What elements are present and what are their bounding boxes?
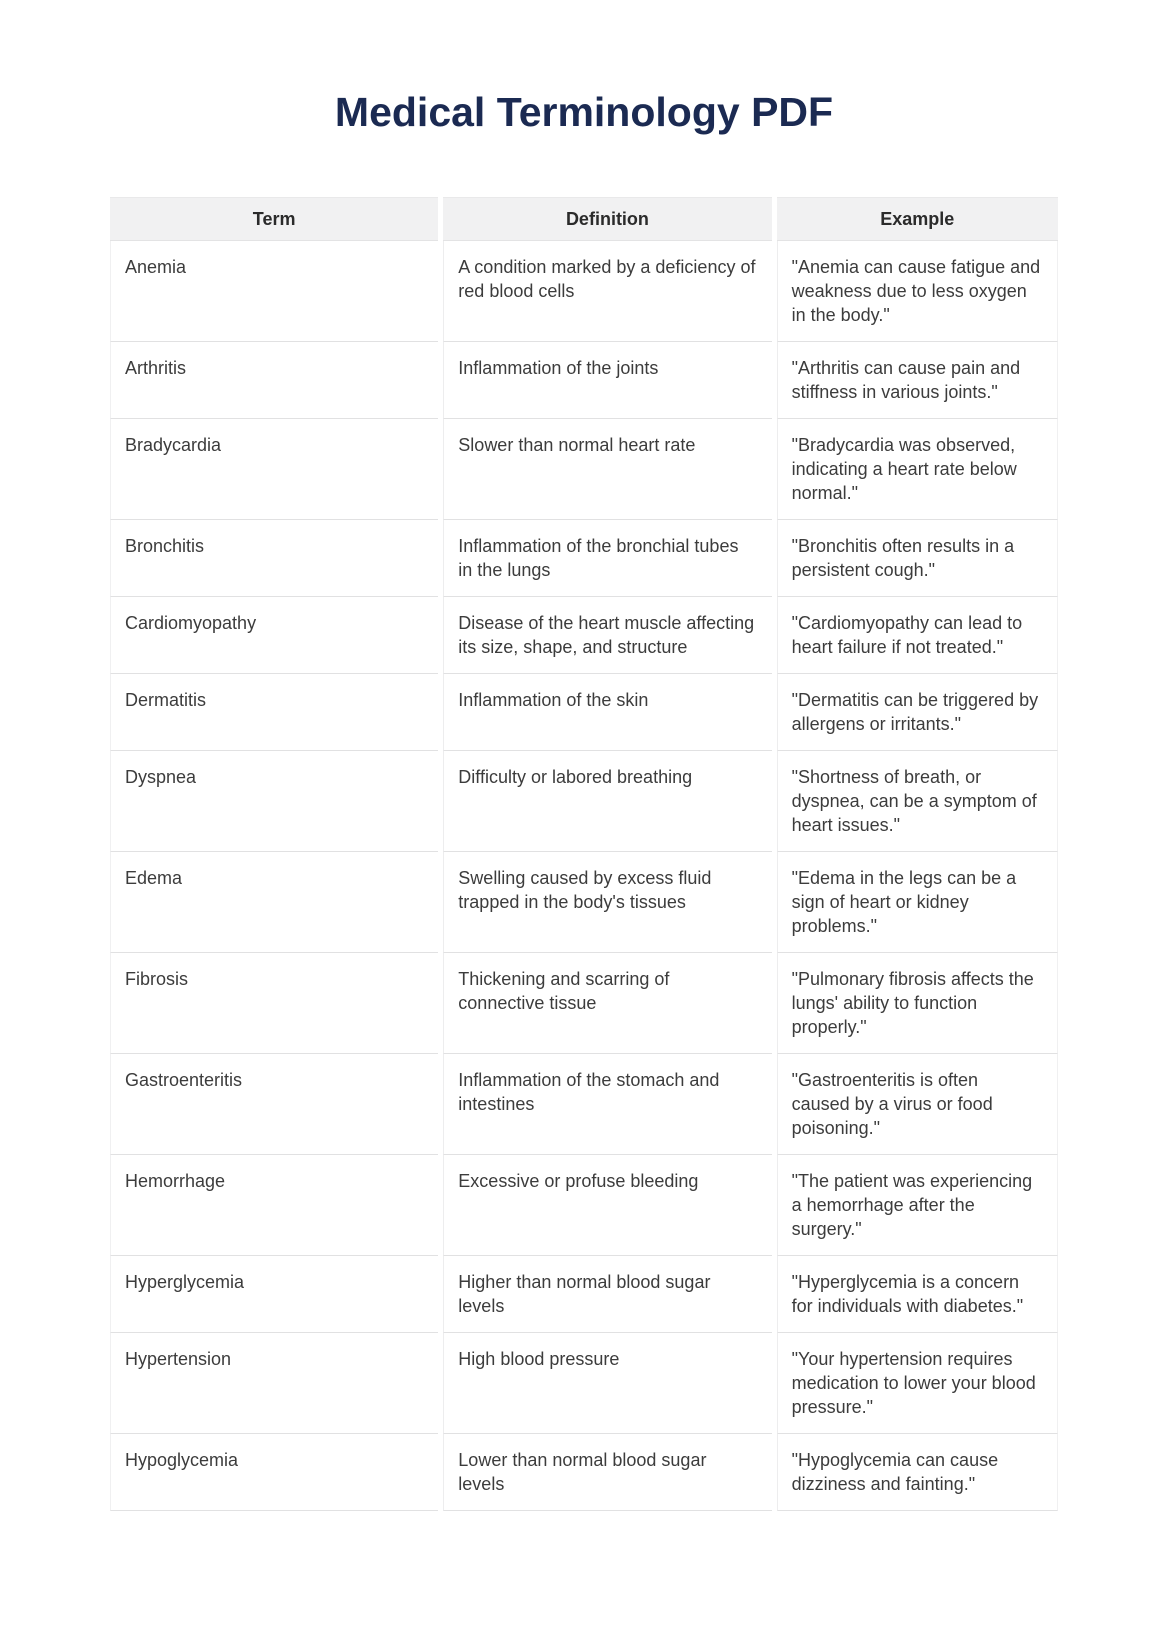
column-header-definition: Definition [443,197,771,241]
table-row [110,1256,1058,1333]
definition-cell: High blood pressure [443,1333,771,1434]
term-cell: Hypertension [110,1333,438,1434]
table-row [110,342,1058,419]
table-row [110,520,1058,597]
table-row [110,1155,1058,1256]
terminology-table [105,197,1063,1511]
table-row [110,852,1058,953]
example-cell: "Gastroenteritis is often caused by a virus or food poisoning." [777,1054,1058,1155]
table-header [110,197,1058,241]
example-cell: "Hyperglycemia is a concern for individuals with diabetes." [777,1256,1058,1333]
definition-cell: Inflammation of the joints [443,342,771,419]
example-cell: "The patient was experiencing a hemorrhage after the surgery." [777,1155,1058,1256]
definition-cell: Inflammation of the bronchial tubes in the lungs [443,520,771,597]
term-cell: Anemia [110,241,438,342]
table-body [110,241,1058,1511]
column-header-term: Term [110,197,438,241]
definition-cell: Inflammation of the skin [443,674,771,751]
document-content [105,88,1063,1511]
example-cell: "Anemia can cause fatigue and weakness due to less oxygen in the body." [777,241,1058,342]
table-row [110,1333,1058,1434]
term-cell: Dermatitis [110,674,438,751]
example-cell: "Bronchitis often results in a persistent cough." [777,520,1058,597]
table-row [110,597,1058,674]
table-row [110,241,1058,342]
term-cell: Bradycardia [110,419,438,520]
definition-cell: A condition marked by a deficiency of red blood cells [443,241,771,342]
example-cell: "Shortness of breath, or dyspnea, can be a symptom of heart issues." [777,751,1058,852]
table-header-row [110,197,1058,241]
table-row [110,674,1058,751]
definition-cell: Slower than normal heart rate [443,419,771,520]
definition-cell: Inflammation of the stomach and intestines [443,1054,771,1155]
term-cell: Hemorrhage [110,1155,438,1256]
definition-cell: Disease of the heart muscle affecting its size, shape, and structure [443,597,771,674]
table-row [110,1054,1058,1155]
definition-cell: Difficulty or labored breathing [443,751,771,852]
definition-cell: Lower than normal blood sugar levels [443,1434,771,1511]
table-row [110,953,1058,1054]
page-title: Medical Terminology PDF [334,89,834,135]
term-cell: Arthritis [110,342,438,419]
definition-cell: Excessive or profuse bleeding [443,1155,771,1256]
example-cell: "Hypoglycemia can cause dizziness and fainting." [777,1434,1058,1511]
table-row [110,751,1058,852]
example-cell: "Cardiomyopathy can lead to heart failure if not treated." [777,597,1058,674]
term-cell: Gastroenteritis [110,1054,438,1155]
term-cell: Hyperglycemia [110,1256,438,1333]
example-cell: "Dermatitis can be triggered by allergens or irritants." [777,674,1058,751]
definition-cell: Higher than normal blood sugar levels [443,1256,771,1333]
definition-cell: Swelling caused by excess fluid trapped in the body's tissues [443,852,771,953]
definition-cell: Thickening and scarring of connective tissue [443,953,771,1054]
example-cell: "Edema in the legs can be a sign of heart or kidney problems." [777,852,1058,953]
example-cell: "Your hypertension requires medication to lower your blood pressure." [777,1333,1058,1434]
example-cell: "Arthritis can cause pain and stiffness in various joints." [777,342,1058,419]
example-cell: "Pulmonary fibrosis affects the lungs' ability to function properly." [777,953,1058,1054]
term-cell: Bronchitis [110,520,438,597]
term-cell: Hypoglycemia [110,1434,438,1511]
term-cell: Dyspnea [110,751,438,852]
example-cell: "Bradycardia was observed, indicating a heart rate below normal." [777,419,1058,520]
term-cell: Cardiomyopathy [110,597,438,674]
table-row [110,419,1058,520]
term-cell: Fibrosis [110,953,438,1054]
column-header-example: Example [777,197,1058,241]
table-row [110,1434,1058,1511]
term-cell: Edema [110,852,438,953]
